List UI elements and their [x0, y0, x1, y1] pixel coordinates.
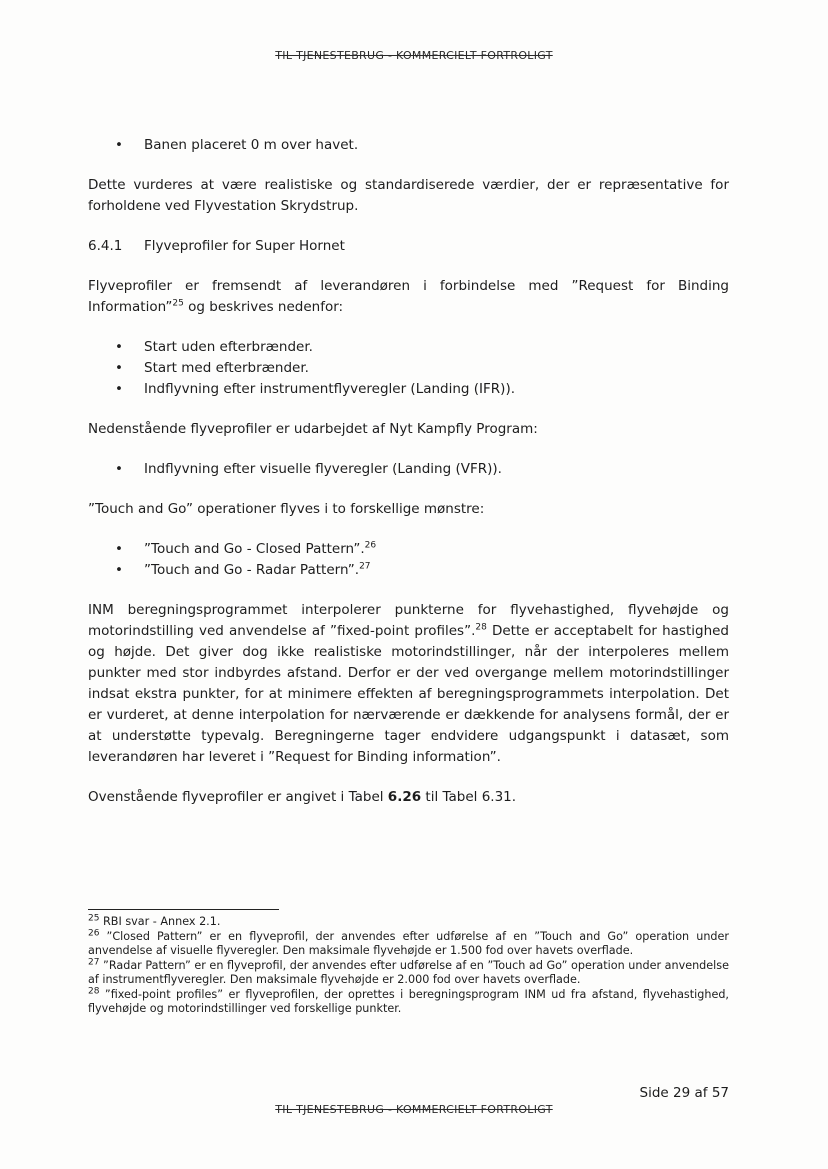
bullet-icon: • [115, 360, 123, 376]
footnote-separator [88, 909, 279, 910]
footnote: $^{28}$ ”fixed-point profiles” er flyveprofilen, der oprettes i beregningsprogram INM ud fra afstand, flyvehastighed, flyvehøjde og motorindstillinger ved forskellige punkter. [88, 985, 729, 1015]
list-item: • Start uden efterbrænder. [88, 337, 729, 358]
footnote-ref: 28 [475, 622, 487, 633]
footnote: $^{26}$ ”Closed Pattern” er en flyveprofil, der anvendes efter udførelse af en ”Touch and Go” operation under anvendelse af visuelle flyveregler. Den maksimale flyvehøjde er 1.500 fod over havets overflade. [88, 927, 729, 957]
bullet-icon: • [115, 381, 123, 397]
list-item: • Banen placeret 0 m over havet. [88, 135, 729, 156]
bullet-icon: • [115, 461, 123, 477]
footnotes [88, 915, 729, 1017]
paragraph-inm: INM beregningsprogrammet interpolerer punkterne for flyvehastighed, flyvehøjde og motorindstilling ved anvendelse af ”fixed-point profiles”.$^{28}$ Dette er acceptabelt for hastighed og højde. Det giver dog ikke realistiske motorindstillinger, når der interpoleres mellem punkter med stor indbyrdes afstand. Derfor er der ved overgange mellem motorindstillinger indsat ekstra punkter, for at minimere effekten af beregningsprogrammets interpolation. Det er vurderet, at denne interpolation for nærværende er dækkende for analysens formål, der er at understøtte typevalg. Beregningerne tager endvidere udgangspunkt i datasæt, som leverandøren har leveret i ”Request for Binding information”. [88, 602, 730, 765]
paragraph-nkp: Nedenstående flyveprofiler er udarbejdet af Nyt Kampfly Program: [88, 421, 538, 437]
body-text [88, 135, 729, 827]
bullet-icon: • [115, 541, 123, 557]
section-title: Flyveprofiler for Super Hornet [144, 238, 345, 254]
bullet-list-supplier [88, 337, 729, 400]
list-item: • Indflyvning efter visuelle flyveregler (Landing (VFR)). [88, 459, 729, 480]
footnote: $^{25}$ RBI svar - Annex 2.1. [88, 913, 221, 928]
paragraph-touch-and-go: ”Touch and Go” operationer flyves i to forskellige mønstre: [88, 501, 485, 517]
list-item: • Start med efterbrænder. [88, 358, 729, 379]
paragraph-table-reference: Ovenstående flyveprofiler er angivet i Tabel 6.26 til Tabel 6.31. [88, 789, 517, 805]
bullet-list-touch [88, 539, 729, 581]
footnote: $^{27}$ ”Radar Pattern” er en flyveprofil, der anvendes efter udførelse af en ”Touch ad Go” operation under anvendelse af instrumentflyveregler. Den maksimale flyvehøjde er 2.000 fod over havets overflade. [88, 956, 729, 986]
paragraph-intro: Flyveprofiler er fremsendt af leverandøren i forbindelse med ”Request for Binding Information”$^{25}$ og beskrives nedenfor: [88, 278, 729, 315]
header-classification: TIL TJENESTEBRUG - KOMMERCIELT FORTROLIGT [275, 49, 553, 62]
footnote-ref: 27 [359, 561, 371, 572]
bullet-list-first [88, 135, 729, 156]
bullet-icon: • [115, 339, 123, 355]
bullet-icon: • [115, 137, 123, 153]
footnote-ref: 25 [172, 298, 184, 309]
list-item: • Indflyvning efter instrumentflyveregler (Landing (IFR)). [88, 379, 729, 400]
footnote-ref: 26 [364, 540, 377, 551]
page-number: Side 29 af 57 [639, 1085, 729, 1101]
section-heading [88, 236, 729, 257]
bullet-list-nkp [88, 459, 729, 480]
table-reference-link[interactable]: 6.26 [387, 789, 422, 805]
footer-classification: TIL TJENESTEBRUG - KOMMERCIELT FORTROLIGT [275, 1103, 553, 1116]
paragraph-realistic: Dette vurderes at være realistiske og standardiserede værdier, der er repræsentative for forholdene ved Flyvestation Skrydstrup. [88, 177, 729, 214]
section-number: 6.4.1 [88, 238, 123, 254]
bullet-icon: • [115, 562, 123, 578]
list-item: • ”Touch and Go - Closed Pattern”.$^{26}$ [88, 539, 729, 560]
list-item: • ”Touch and Go - Radar Pattern”.$^{27}$ [88, 560, 729, 581]
